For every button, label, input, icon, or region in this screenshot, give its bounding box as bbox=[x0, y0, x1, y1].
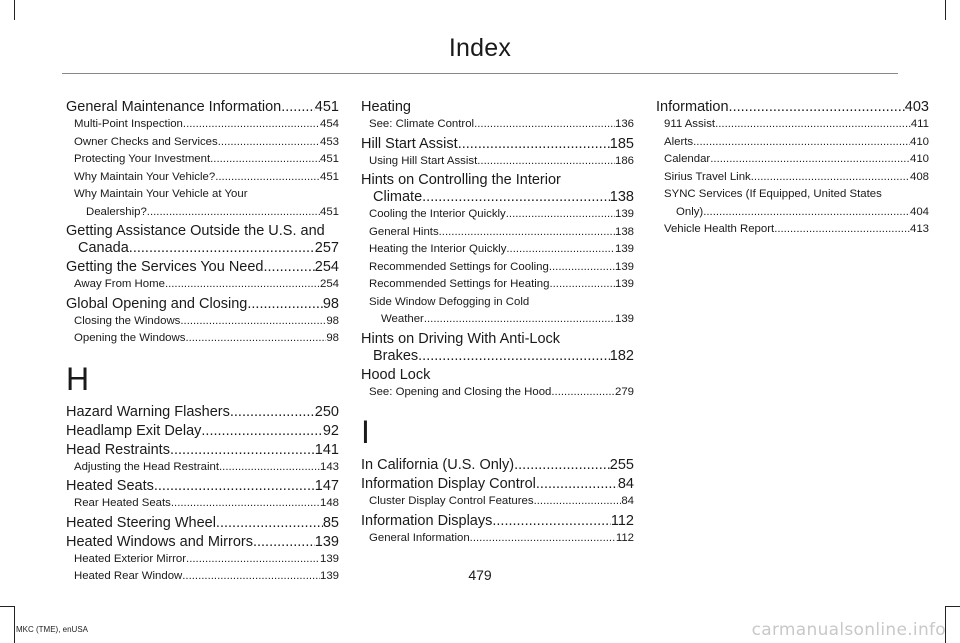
dot-leader bbox=[185, 330, 326, 348]
entry-leader-line bbox=[664, 116, 929, 134]
entry-text-continued: Climate bbox=[373, 189, 423, 205]
index-subentry bbox=[66, 551, 339, 569]
entry-page-number: 141 bbox=[314, 441, 339, 458]
dot-leader bbox=[422, 189, 610, 206]
dot-leader bbox=[165, 276, 320, 294]
index-subentry bbox=[66, 186, 339, 221]
index-subentry bbox=[361, 493, 634, 511]
entry-page-number: 143 bbox=[319, 460, 339, 473]
entry-page-number: 451 bbox=[319, 153, 339, 165]
index-letter-heading: H bbox=[66, 360, 90, 397]
index-entry bbox=[66, 259, 339, 276]
entry-text: SYNC Services (If Equipped, United States bbox=[664, 188, 882, 200]
entry-text: Sirius Travel Link bbox=[664, 170, 751, 183]
entry-leader-line bbox=[369, 493, 634, 511]
dot-leader bbox=[774, 221, 910, 239]
index-entry bbox=[361, 331, 634, 365]
entry-leader-line bbox=[656, 99, 929, 116]
index-entry bbox=[66, 223, 339, 257]
index-entry bbox=[361, 172, 634, 206]
index-subentry bbox=[66, 134, 339, 152]
entry-leader-line bbox=[369, 153, 634, 171]
dot-leader bbox=[458, 136, 610, 153]
entry-text: Hill Start Assist bbox=[361, 135, 458, 152]
index-subentry bbox=[656, 169, 929, 187]
entry-text: Heating bbox=[361, 99, 411, 115]
entry-page-number: 451 bbox=[314, 99, 339, 115]
dot-leader bbox=[147, 204, 320, 222]
entry-leader-line bbox=[66, 423, 339, 440]
dot-leader bbox=[424, 311, 615, 329]
entry-text: Away From Home bbox=[74, 278, 165, 290]
index-subentry bbox=[66, 330, 339, 348]
dot-leader bbox=[216, 515, 323, 532]
entry-leader-line bbox=[66, 240, 339, 257]
title-rule bbox=[62, 73, 898, 74]
entry-page-number: 411 bbox=[910, 118, 929, 130]
entry-leader-line bbox=[74, 330, 339, 348]
entry-page-number: 404 bbox=[909, 205, 929, 218]
index-subentry bbox=[66, 169, 339, 187]
entry-leader-line bbox=[74, 495, 339, 513]
entry-page-number: 139 bbox=[614, 208, 634, 220]
index-entry bbox=[361, 367, 634, 384]
index-subentry bbox=[66, 313, 339, 331]
entry-leader-line bbox=[74, 151, 339, 169]
entry-leader-line bbox=[361, 476, 634, 493]
entry-leader-line bbox=[361, 513, 634, 530]
dot-leader bbox=[180, 313, 326, 331]
entry-text: Heating the Interior Quickly bbox=[369, 243, 507, 255]
entry-leader-line bbox=[664, 151, 929, 169]
entry-leader-line bbox=[66, 442, 339, 459]
entry-text: Heated Windows and Mirrors bbox=[66, 533, 253, 550]
dot-leader bbox=[171, 495, 320, 513]
entry-text: Recommended Settings for Cooling bbox=[369, 260, 549, 273]
entry-leader-line bbox=[369, 116, 634, 134]
dot-leader bbox=[551, 384, 615, 402]
entry-page-number: 453 bbox=[319, 135, 339, 148]
entry-text: Protecting Your Investment bbox=[74, 153, 211, 165]
index-subentry bbox=[361, 153, 634, 171]
entry-text: Using Hill Start Assist bbox=[369, 154, 478, 167]
entry-text: Hints on Controlling the Interior bbox=[361, 172, 561, 188]
dot-leader bbox=[215, 169, 320, 187]
dot-leader bbox=[154, 478, 315, 495]
dot-leader bbox=[710, 151, 910, 169]
entry-text: Multi-Point Inspection bbox=[74, 118, 183, 130]
entry-leader-line bbox=[361, 136, 634, 153]
entry-page-number: 139 bbox=[319, 570, 339, 582]
footer-code: MKC (TME), enUSA bbox=[16, 625, 89, 634]
entry-text: Head Restraints bbox=[66, 441, 170, 458]
index-subentry bbox=[66, 116, 339, 134]
dot-leader bbox=[230, 404, 315, 421]
dot-leader bbox=[693, 134, 910, 152]
entry-page-number: 186 bbox=[614, 154, 634, 167]
entry-leader-line bbox=[361, 457, 634, 474]
entry-leader-line bbox=[74, 116, 339, 134]
index-subentry bbox=[656, 186, 929, 221]
entry-page-number: 279 bbox=[614, 385, 634, 398]
dot-leader bbox=[751, 169, 910, 187]
index-entry bbox=[361, 136, 634, 153]
index-subentry bbox=[361, 224, 634, 242]
entry-page-number: 98 bbox=[326, 314, 339, 327]
index-column-3 bbox=[656, 97, 929, 239]
entry-leader-line bbox=[74, 204, 339, 222]
dot-leader bbox=[264, 259, 315, 276]
index-subentry bbox=[66, 495, 339, 513]
entry-leader-line bbox=[66, 296, 339, 313]
index-subentry bbox=[361, 294, 634, 329]
dot-leader bbox=[715, 116, 911, 134]
entry-text-continued: Canada bbox=[78, 240, 129, 256]
entry-leader-line bbox=[74, 169, 339, 187]
crop-mark-bottom-right-h bbox=[946, 606, 960, 607]
entry-page-number: 139 bbox=[314, 533, 339, 550]
dot-leader bbox=[474, 116, 615, 134]
entry-page-number: 98 bbox=[326, 332, 339, 344]
entry-text: Information Display Control bbox=[361, 476, 536, 492]
entry-text: Cluster Display Control Features bbox=[369, 495, 534, 507]
entry-leader-line bbox=[74, 276, 339, 294]
entry-leader-line bbox=[664, 204, 929, 222]
entry-page-number: 98 bbox=[322, 295, 339, 312]
index-subentry bbox=[66, 459, 339, 477]
entry-text: Hood Lock bbox=[361, 366, 431, 383]
entry-text: Adjusting the Head Restraint bbox=[74, 460, 219, 473]
entry-text: Heated Seats bbox=[66, 478, 154, 494]
dot-leader bbox=[536, 476, 618, 493]
dot-leader bbox=[492, 513, 611, 530]
index-entry bbox=[66, 442, 339, 459]
entry-page-number: 139 bbox=[614, 260, 634, 273]
index-entry bbox=[66, 423, 339, 440]
index-entry bbox=[656, 99, 929, 116]
entry-text: Global Opening and Closing bbox=[66, 295, 248, 312]
entry-page-number: 148 bbox=[319, 497, 339, 509]
crop-mark-bottom-left-h bbox=[0, 606, 14, 607]
entry-text: In California (U.S. Only) bbox=[361, 457, 515, 473]
entry-text: Hints on Driving With Anti-Lock bbox=[361, 330, 561, 347]
entry-page-number: 254 bbox=[319, 278, 339, 290]
entry-text: Owner Checks and Services bbox=[74, 135, 218, 148]
dot-leader bbox=[418, 348, 610, 365]
entry-leader-line bbox=[369, 530, 634, 548]
index-entry bbox=[66, 404, 339, 421]
entry-text: Getting Assistance Outside the U.S. and bbox=[66, 223, 325, 239]
entry-text: Closing the Windows bbox=[74, 314, 181, 327]
entry-leader-line bbox=[369, 241, 634, 259]
dot-leader bbox=[506, 206, 615, 224]
dot-leader bbox=[210, 151, 320, 169]
dot-leader bbox=[129, 240, 315, 257]
entry-text: General Maintenance Information bbox=[66, 99, 282, 115]
entry-leader-line bbox=[664, 134, 929, 152]
entry-leader-line bbox=[664, 169, 929, 187]
entry-page-number: 182 bbox=[609, 347, 634, 364]
index-entry bbox=[361, 457, 634, 474]
dot-leader bbox=[534, 493, 622, 511]
dot-leader bbox=[253, 534, 315, 551]
index-subentry bbox=[66, 276, 339, 294]
entry-page-number: 85 bbox=[322, 514, 339, 531]
entry-text: Why Maintain Your Vehicle? bbox=[74, 170, 216, 183]
index-entry bbox=[361, 99, 634, 116]
index-subentry bbox=[656, 134, 929, 152]
crop-mark-top bbox=[14, 0, 15, 20]
entry-leader-line bbox=[361, 189, 634, 206]
entry-text: See: Opening and Closing the Hood bbox=[369, 385, 552, 398]
entry-leader-line bbox=[74, 459, 339, 477]
index-letter-heading: I bbox=[361, 414, 370, 450]
index-entry bbox=[66, 515, 339, 532]
entry-leader-line bbox=[74, 313, 339, 331]
entry-text: Information Displays bbox=[361, 512, 493, 529]
entry-text-continued: Brakes bbox=[373, 347, 419, 364]
entry-page-number: 403 bbox=[904, 99, 929, 115]
crop-mark-top-right bbox=[945, 0, 946, 20]
entry-page-number: 408 bbox=[909, 170, 929, 183]
entry-page-number: 139 bbox=[614, 243, 634, 255]
entry-leader-line bbox=[66, 259, 339, 276]
entry-leader-line bbox=[66, 534, 339, 551]
entry-leader-line bbox=[66, 515, 339, 532]
dot-leader bbox=[183, 116, 320, 134]
entry-page-number: 84 bbox=[621, 495, 634, 507]
entry-page-number: 139 bbox=[319, 552, 339, 565]
dot-leader bbox=[514, 457, 610, 474]
index-column-2 bbox=[361, 97, 634, 547]
watermark-text: carmanualsonline.info bbox=[751, 620, 946, 640]
entry-page-number: 410 bbox=[909, 135, 929, 148]
dot-leader bbox=[439, 224, 615, 242]
index-entry bbox=[66, 296, 339, 313]
index-subentry bbox=[361, 206, 634, 224]
dot-leader bbox=[218, 134, 320, 152]
entry-text-continued: Only) bbox=[676, 205, 704, 218]
entry-page-number: 185 bbox=[609, 135, 634, 152]
dot-leader bbox=[281, 99, 315, 116]
index-subentry bbox=[361, 384, 634, 402]
index-subentry bbox=[656, 221, 929, 239]
entry-leader-line bbox=[369, 206, 634, 224]
entry-page-number: 112 bbox=[610, 512, 634, 529]
entry-text: Heated Exterior Mirror bbox=[74, 552, 187, 565]
entry-text: Side Window Defogging in Cold bbox=[369, 295, 530, 308]
entry-leader-line bbox=[369, 311, 634, 329]
entry-page-number: 410 bbox=[909, 153, 929, 165]
index-subentry bbox=[361, 530, 634, 548]
index-entry bbox=[66, 534, 339, 551]
entry-text: Alerts bbox=[664, 135, 694, 148]
dot-leader bbox=[477, 153, 615, 171]
entry-leader-line bbox=[664, 221, 929, 239]
dot-leader bbox=[170, 442, 315, 459]
entry-text: Why Maintain Your Vehicle at Your bbox=[74, 188, 248, 200]
index-subentry bbox=[656, 116, 929, 134]
entry-leader-line bbox=[361, 348, 634, 365]
entry-page-number: 112 bbox=[615, 531, 634, 544]
entry-text: Heated Steering Wheel bbox=[66, 514, 216, 531]
entry-text: Information bbox=[656, 99, 729, 115]
entry-page-number: 136 bbox=[614, 118, 634, 130]
entry-leader-line bbox=[66, 99, 339, 116]
entry-page-number: 255 bbox=[609, 457, 634, 473]
entry-text: Cooling the Interior Quickly bbox=[369, 208, 506, 220]
entry-leader-line bbox=[74, 134, 339, 152]
entry-text: Recommended Settings for Heating bbox=[369, 278, 550, 290]
entry-leader-line bbox=[369, 259, 634, 277]
entry-leader-line bbox=[369, 224, 634, 242]
index-entry bbox=[66, 99, 339, 116]
entry-page-number: 147 bbox=[314, 478, 339, 494]
entry-page-number: 254 bbox=[314, 259, 339, 275]
entry-text: Getting the Services You Need bbox=[66, 259, 264, 275]
entry-text: Hazard Warning Flashers bbox=[66, 403, 230, 420]
entry-page-number: 84 bbox=[617, 476, 634, 492]
index-entry bbox=[66, 478, 339, 495]
index-subentry bbox=[361, 276, 634, 294]
dot-leader bbox=[549, 259, 615, 277]
entry-text: Calendar bbox=[664, 153, 711, 165]
index-entry bbox=[361, 476, 634, 493]
entry-leader-line bbox=[369, 276, 634, 294]
entry-leader-line bbox=[74, 551, 339, 569]
entry-text: 911 Assist bbox=[664, 118, 716, 130]
index-subentry bbox=[361, 241, 634, 259]
dot-leader bbox=[186, 551, 320, 569]
index-subentry bbox=[656, 151, 929, 169]
dot-leader bbox=[729, 99, 905, 116]
entry-text: General Information bbox=[369, 531, 470, 544]
entry-text: Vehicle Health Report bbox=[664, 223, 775, 235]
page-number: 479 bbox=[468, 567, 492, 583]
entry-text: Rear Heated Seats bbox=[74, 497, 171, 509]
dot-leader bbox=[506, 241, 615, 259]
dot-leader bbox=[219, 459, 320, 477]
index-subentry bbox=[361, 259, 634, 277]
dot-leader bbox=[470, 530, 616, 548]
entry-page-number: 138 bbox=[614, 225, 634, 238]
entry-page-number: 139 bbox=[614, 313, 634, 325]
dot-leader bbox=[247, 296, 322, 313]
entry-page-number: 250 bbox=[314, 403, 339, 420]
entry-text: General Hints bbox=[369, 225, 439, 238]
entry-page-number: 451 bbox=[319, 205, 339, 218]
entry-leader-line bbox=[66, 404, 339, 421]
entry-page-number: 138 bbox=[609, 189, 634, 205]
dot-leader bbox=[549, 276, 615, 294]
entry-text: Heated Rear Window bbox=[74, 570, 183, 582]
dot-leader bbox=[201, 423, 322, 440]
entry-text-continued: Weather bbox=[381, 313, 424, 325]
page-title: Index bbox=[448, 34, 512, 62]
index-subentry bbox=[361, 116, 634, 134]
index-column-1 bbox=[66, 97, 339, 586]
entry-text-continued: Dealership? bbox=[86, 205, 147, 218]
index-subentry bbox=[66, 151, 339, 169]
entry-text: Opening the Windows bbox=[74, 332, 186, 344]
entry-page-number: 413 bbox=[909, 223, 929, 235]
entry-page-number: 92 bbox=[322, 422, 339, 439]
dot-leader bbox=[703, 204, 910, 222]
entry-text: Headlamp Exit Delay bbox=[66, 422, 202, 439]
entry-leader-line bbox=[369, 384, 634, 402]
index-entry bbox=[361, 513, 634, 530]
entry-page-number: 454 bbox=[319, 118, 339, 130]
entry-text: See: Climate Control bbox=[369, 118, 475, 130]
entry-page-number: 451 bbox=[319, 170, 339, 183]
entry-leader-line bbox=[66, 478, 339, 495]
entry-page-number: 257 bbox=[314, 240, 339, 256]
crop-mark-bottom-left-v bbox=[14, 606, 15, 643]
entry-page-number: 139 bbox=[614, 278, 634, 290]
